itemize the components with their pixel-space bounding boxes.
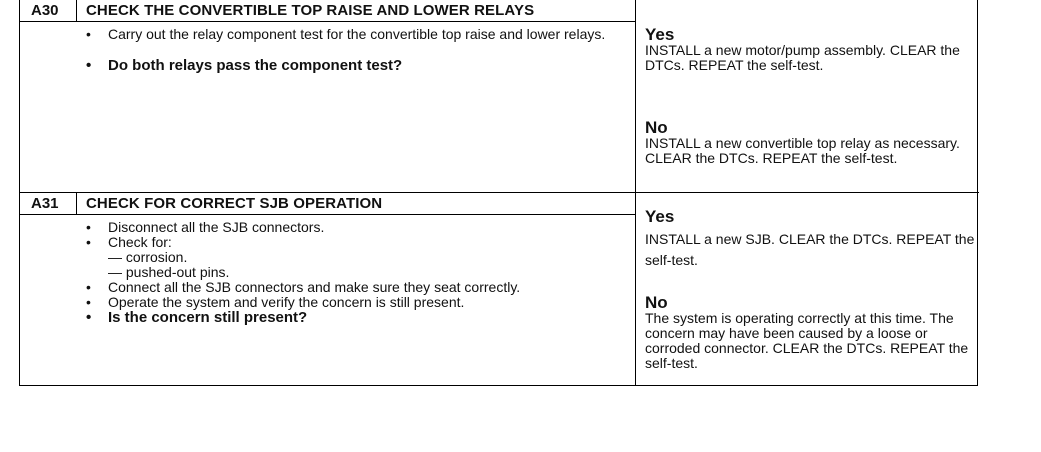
instruction-question: • Do both relays pass the component test?: [86, 57, 403, 74]
no-label: No: [645, 118, 668, 137]
no-label: No: [645, 293, 668, 312]
result-yes-a30: [645, 26, 975, 73]
instruction-item: • Connect all the SJB connectors and make sure they seat correctly.: [86, 279, 521, 295]
no-text: INSTALL a new convertible top relay as necessary. CLEAR the DTCs. REPEAT the self-test.: [645, 135, 960, 166]
diagnostic-table: [19, 0, 978, 386]
result-no-a31: [645, 294, 975, 371]
step-code: A30: [20, 0, 77, 21]
yes-label: Yes: [645, 207, 675, 226]
instruction-item: • Carry out the relay component test for the convertible top raise and lower relays.: [86, 26, 606, 42]
instruction-item: • Check for:: [86, 234, 172, 250]
step-instructions-a31: [86, 220, 616, 325]
step-title: CHECK FOR CORRECT SJB OPERATION: [86, 195, 383, 212]
yes-text: INSTALL a new SJB. CLEAR the DTCs. REPEAT the self-test.: [645, 231, 975, 268]
instruction-subitem: — pushed-out pins.: [108, 264, 230, 280]
step-code: A31: [20, 193, 77, 214]
instruction-question: • Is the concern still present?: [86, 309, 308, 326]
no-text: The system is operating correctly at this time. The concern may have been caused by a loose or corroded connector. CLEAR the DTCs. REPEAT the self-test.: [645, 310, 969, 371]
instruction-item: • Disconnect all the SJB connectors.: [86, 219, 325, 235]
result-no-a30: [645, 119, 975, 166]
step-instructions-a30: [86, 27, 616, 73]
instruction-item: • Operate the system and verify the concern is still present.: [86, 294, 465, 310]
step-title: CHECK THE CONVERTIBLE TOP RAISE AND LOWER RELAYS: [86, 2, 535, 19]
step-header-a30: [20, 0, 636, 22]
yes-label: Yes: [645, 25, 675, 44]
yes-text: INSTALL a new motor/pump assembly. CLEAR the DTCs. REPEAT the self-test.: [645, 42, 960, 73]
step-header-a31: [20, 193, 636, 215]
result-yes-a31: [645, 208, 975, 271]
instruction-subitem: — corrosion.: [108, 249, 188, 265]
